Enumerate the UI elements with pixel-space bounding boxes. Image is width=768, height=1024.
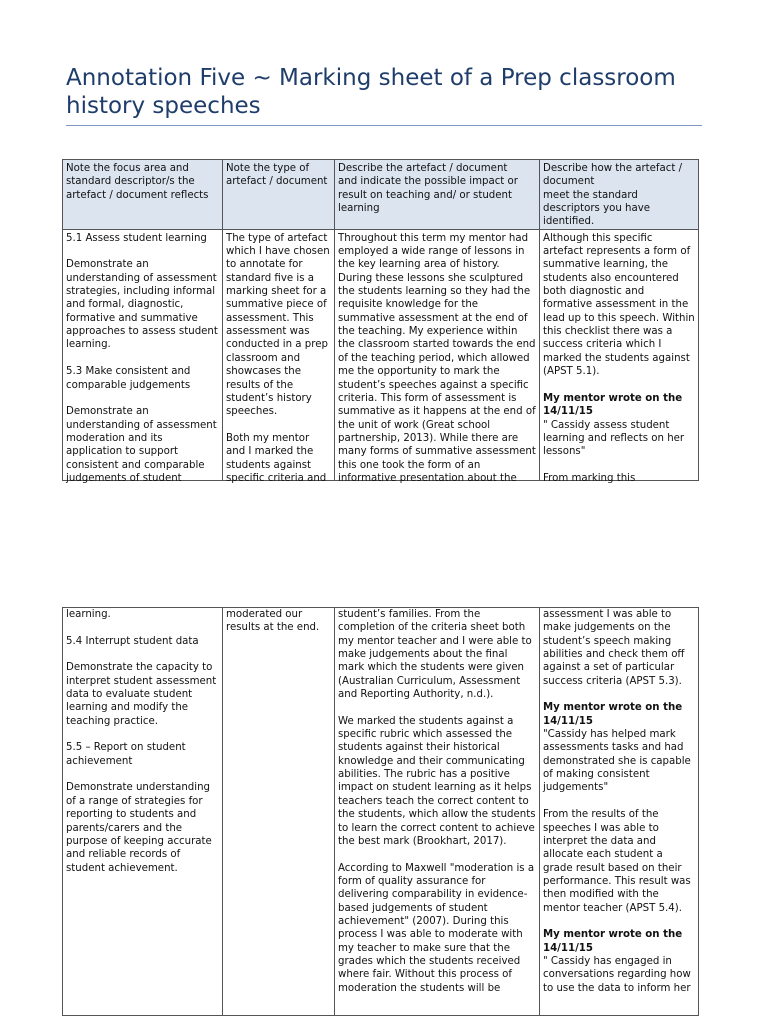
paragraph: moderated our results at the end. bbox=[226, 609, 320, 634]
paragraph: The type of artefact which I have chosen to annotate for standard five is a marking sheet for a summative piece of assessment. This assessment was conducted in a prep classroom and showcases the results of the student’s history speeches. bbox=[226, 232, 330, 418]
header-focus-area: Note the focus area and standard descriptor/s the artefact / document reflects bbox=[63, 160, 223, 230]
paragraph: Demonstrate an understanding of assessment moderation and its application to support consistent and comparable judgements of student bbox=[66, 406, 217, 484]
paragraph: Both my mentor and I marked the students against specific criteria and bbox=[226, 432, 327, 484]
paragraph: Demonstrate understanding of a range of strategies for reporting to students and parents/carers and the purpose of keeping accurate and reliable records of student achievement. bbox=[66, 782, 212, 874]
header-row bbox=[63, 160, 699, 230]
paragraph: We marked the students against a specific rubric which assessed the students against their historical knowledge and their communicating abilities. The rubric has a positive impact on student learning as it helps teachers teach the correct content to the students, which allow the students to learn the correct content to achieve the best mark (Brookhart, 2017). bbox=[338, 715, 536, 847]
paragraph: 5.4 Interrupt student data bbox=[66, 635, 199, 647]
header-describe-artefact: Describe the artefact / document and indicate the possible impact or result on teaching and/ or student learning bbox=[335, 160, 540, 230]
paragraph: student’s families. From the completion of the criteria sheet both my mentor teacher and I were able to make judgements about the final mark which the students were given (Australian Curriculum, Assessment and Reporting Authority, n.d.). bbox=[338, 609, 532, 701]
paragraph: According to Maxwell "moderation is a form of quality assurance for delivering comparability in evidence-based judgements of student achievement" (2007). During this process I was able to moderate with my teacher to make sure that the grades which the students received where fair. Without this process of moderation the students will be bbox=[338, 862, 535, 994]
artefact-type-cell bbox=[223, 608, 335, 1016]
paragraph: assessment I was able to make judgements on the student’s speech making abilities and check them off against a set of particular success criteria (APST 5.3). bbox=[543, 609, 685, 687]
mentor-quote: " Cassidy assess student learning and reflects on her lessons" bbox=[543, 419, 685, 458]
paragraph: learning. bbox=[66, 609, 111, 620]
focus-area-cell bbox=[63, 608, 223, 1016]
mentor-quote: "Cassidy has helped mark assessments tasks and had demonstrated she is capable of making consistent judgements" bbox=[543, 729, 691, 794]
artefact-description-cell bbox=[335, 229, 540, 484]
table-row bbox=[63, 229, 699, 480]
annotation-table-page-1 bbox=[62, 159, 699, 484]
standards-met-cell bbox=[540, 229, 699, 484]
mentor-note-heading: My mentor wrote on the 14/11/15 bbox=[543, 702, 683, 727]
annotation-table-page-2 bbox=[62, 607, 699, 1016]
mentor-note-heading: My mentor wrote on the 14/11/15 bbox=[543, 392, 683, 418]
mentor-note-heading: My mentor wrote on the 14/11/15 bbox=[543, 929, 683, 954]
mentor-quote: " Cassidy has engaged in conversations regarding how to use the data to inform her bbox=[543, 955, 691, 994]
paragraph: 5.3 Make consistent and comparable judgements bbox=[66, 366, 191, 391]
paragraph: 5.1 Assess student learning bbox=[66, 232, 207, 244]
artefact-type-cell bbox=[223, 229, 335, 484]
paragraph: Demonstrate the capacity to interpret student assessment data to evaluate student learning and modify the teaching practice. bbox=[66, 662, 217, 727]
paragraph: Throughout this term my mentor had employed a wide range of lessons in the key learning area of history. During these lessons she sculptured the students learning so they had the requisite knowledge for the summative assessment at the end of the teaching. My experience within the classroom started towards the end of the teaching period, which allowed me the opportunity to mark the student’s speeches against a specific criteria. This form of assessment is summative as it happens at the end of the unit of work (Great school partnership, 2013). While there are many forms of summative assessment this one took the form of an informative presentation about the bbox=[338, 232, 536, 484]
paragraph: 5.5 – Report on student achievement bbox=[66, 742, 186, 767]
header-artefact-type: Note the type of artefact / document bbox=[223, 160, 335, 230]
artefact-description-cell bbox=[335, 608, 540, 1016]
paragraph: From marking this bbox=[543, 472, 636, 484]
title-divider bbox=[66, 125, 702, 126]
paragraph: From the results of the speeches I was able to interpret the data and allocate each student a grade result based on their performance. This result was then modified with the mentor teacher (APST 5.4). bbox=[543, 809, 691, 914]
table-row bbox=[63, 608, 699, 1016]
standards-met-cell bbox=[540, 608, 699, 1016]
focus-area-cell bbox=[63, 229, 223, 484]
paragraph: Demonstrate an understanding of assessment strategies, including informal and formal, diagnostic, formative and summative approaches to assess student learning. bbox=[66, 259, 218, 351]
page-title: Annotation Five ~ Marking sheet of a Prep classroom history speeches bbox=[66, 65, 676, 119]
paragraph: Although this specific artefact represents a form of summative learning, the students also encountered both diagnostic and formative assessment in the lead up to this speech. Within this checklist there was a success criteria which I marked the students against (APST 5.1). bbox=[543, 232, 695, 378]
header-meet-standards: Describe how the artefact / document meet the standard descriptors you have identified. bbox=[540, 160, 699, 230]
